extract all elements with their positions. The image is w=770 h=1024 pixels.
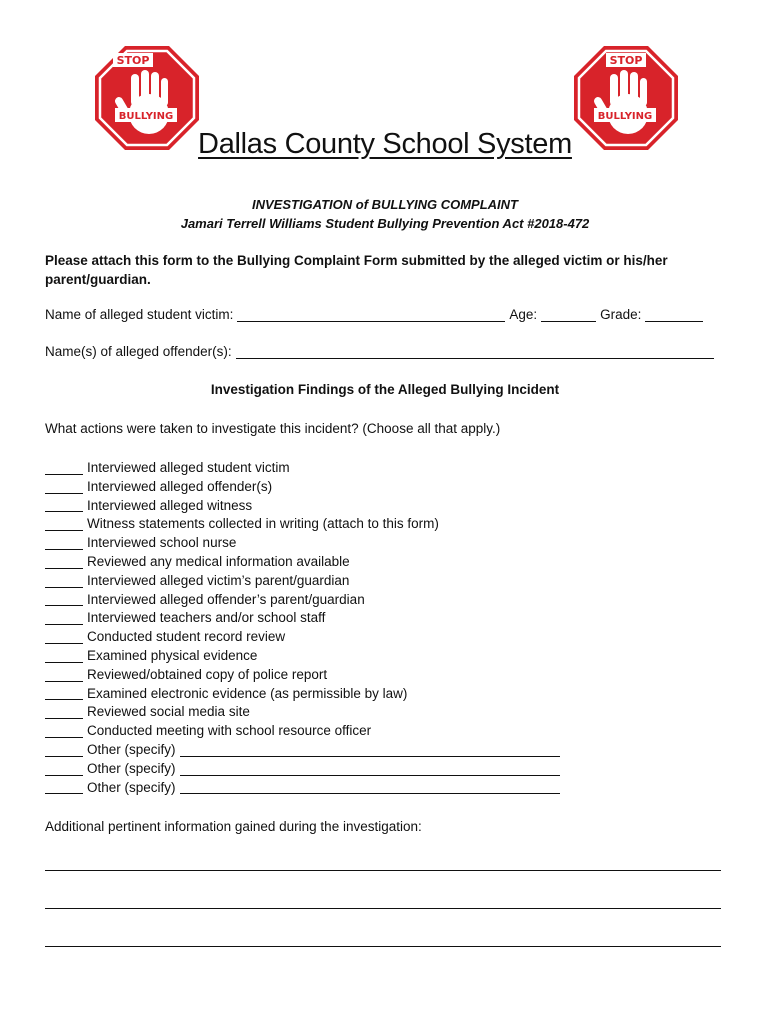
action-label: Interviewed alleged offender(s) (87, 478, 273, 494)
list-item (45, 497, 560, 516)
action-label: Reviewed social media site (87, 704, 250, 720)
check-blank[interactable] (45, 499, 83, 512)
list-item (45, 741, 560, 760)
check-blank[interactable] (45, 763, 83, 776)
logo-stop-text: STOP (609, 54, 643, 67)
age-label: Age: (509, 307, 538, 322)
check-blank[interactable] (45, 612, 83, 625)
check-blank[interactable] (45, 575, 83, 588)
action-label: Other (specify) (87, 741, 176, 757)
check-blank[interactable] (45, 687, 83, 700)
additional-info-label: Additional pertinent information gained during the investigation: (45, 819, 422, 834)
check-blank[interactable] (45, 650, 83, 663)
action-label: Conducted student record review (87, 629, 286, 645)
logo-bullying-text: BULLYING (597, 111, 653, 122)
list-item (45, 760, 560, 779)
action-label: Examined physical evidence (87, 647, 258, 663)
action-label: Conducted meeting with school resource officer (87, 723, 372, 739)
list-item (45, 515, 560, 534)
victim-name-label: Name of alleged student victim: (45, 307, 234, 322)
offender-field-row (45, 344, 714, 359)
list-item (45, 572, 560, 591)
form-subtitle: INVESTIGATION of BULLYING COMPLAINT (251, 197, 518, 212)
grade-label: Grade: (600, 307, 642, 322)
action-label: Reviewed/obtained copy of police report (87, 666, 328, 682)
action-label: Examined electronic evidence (as permissible by law) (87, 685, 408, 701)
offender-name-label: Name(s) of alleged offender(s): (45, 344, 232, 359)
action-label: Witness statements collected in writing (attach to this form) (87, 516, 439, 532)
check-blank[interactable] (45, 518, 83, 531)
logo-bullying-text: BULLYING (118, 111, 174, 122)
action-label: Reviewed any medical information available (87, 553, 350, 569)
list-item (45, 722, 560, 741)
additional-info-line[interactable] (45, 870, 721, 871)
check-blank[interactable] (45, 537, 83, 550)
check-blank[interactable] (45, 481, 83, 494)
check-blank[interactable] (45, 725, 83, 738)
list-item (45, 703, 560, 722)
additional-info-line[interactable] (45, 908, 721, 909)
list-item (45, 609, 560, 628)
list-item (45, 478, 560, 497)
list-item (45, 666, 560, 685)
action-label: Interviewed alleged offender’s parent/guardian (87, 591, 365, 607)
check-blank[interactable] (45, 669, 83, 682)
check-blank[interactable] (45, 744, 83, 757)
grade-field[interactable] (645, 307, 703, 322)
findings-heading: Investigation Findings of the Alleged Bullying Incident (210, 382, 560, 397)
action-label: Interviewed teachers and/or school staff (87, 610, 326, 626)
list-item (45, 553, 560, 572)
check-blank[interactable] (45, 556, 83, 569)
list-item (45, 779, 560, 798)
action-label: Other (specify) (87, 760, 176, 776)
actions-question: What actions were taken to investigate this incident? (Choose all that apply.) (45, 421, 501, 436)
logo-stop-text: STOP (116, 54, 150, 67)
action-label: Interviewed alleged student victim (87, 460, 290, 475)
age-field[interactable] (541, 307, 596, 322)
action-label: Interviewed alleged victim’s parent/guardian (87, 572, 350, 588)
other-specify-field[interactable] (180, 744, 560, 757)
list-item (45, 685, 560, 704)
check-blank[interactable] (45, 462, 83, 475)
page-title: Dallas County School System (198, 128, 572, 160)
check-blank[interactable] (45, 631, 83, 644)
action-label: Other (specify) (87, 779, 176, 795)
action-label: Interviewed alleged witness (87, 497, 253, 513)
list-item (45, 628, 560, 647)
additional-info-line[interactable] (45, 946, 721, 947)
check-blank[interactable] (45, 706, 83, 719)
actions-checklist (45, 459, 560, 797)
check-blank[interactable] (45, 781, 83, 794)
victim-field-row (45, 307, 703, 322)
act-reference: Jamari Terrell Williams Student Bullying Prevention Act #2018-472 (180, 216, 590, 231)
other-specify-field[interactable] (180, 763, 560, 776)
other-specify-field[interactable] (180, 781, 560, 794)
offender-name-field[interactable] (236, 344, 714, 359)
check-blank[interactable] (45, 593, 83, 606)
instruction-text: Please attach this form to the Bullying Complaint Form submitted by the alleged victim or his/her parent/guardian. (45, 253, 668, 287)
list-item (45, 647, 560, 666)
action-label: Interviewed school nurse (87, 535, 237, 551)
list-item (45, 534, 560, 553)
victim-name-field[interactable] (237, 307, 505, 322)
list-item (45, 591, 560, 610)
list-item (45, 459, 560, 478)
